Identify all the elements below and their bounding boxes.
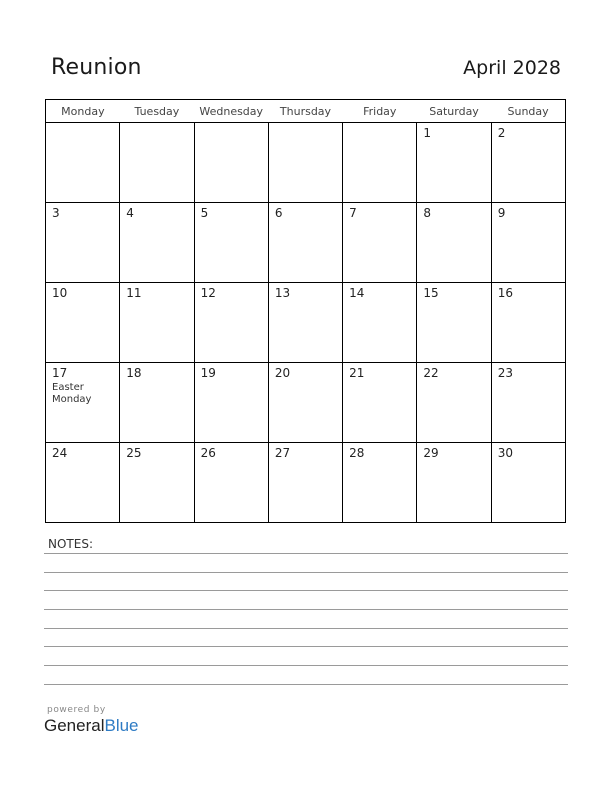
day-number: 25 bbox=[126, 446, 142, 460]
day-number: 10 bbox=[52, 286, 68, 300]
day-number: 20 bbox=[274, 366, 291, 380]
day-cell bbox=[491, 123, 565, 203]
day-cell bbox=[417, 443, 491, 523]
notes-line bbox=[44, 572, 568, 573]
brand-blue-text: Blue bbox=[104, 716, 139, 735]
holiday-label: Easter Monday bbox=[52, 382, 92, 405]
day-cell bbox=[417, 123, 491, 203]
day-number: 9 bbox=[497, 206, 506, 220]
day-cell bbox=[46, 443, 120, 523]
day-cell bbox=[120, 363, 194, 443]
powered-by-text: powered by bbox=[47, 705, 106, 715]
day-cell bbox=[491, 443, 565, 523]
day-number: 8 bbox=[423, 206, 432, 220]
day-cell bbox=[120, 203, 194, 283]
day-cell bbox=[268, 123, 342, 203]
notes-label: NOTES: bbox=[48, 537, 93, 551]
day-cell bbox=[343, 363, 417, 443]
day-cell bbox=[268, 443, 342, 523]
day-number: 4 bbox=[126, 206, 134, 220]
week-row-2 bbox=[46, 203, 566, 283]
day-cell bbox=[491, 203, 565, 283]
day-number: 2 bbox=[497, 126, 506, 140]
day-cell bbox=[417, 203, 491, 283]
day-number: 17 bbox=[52, 366, 68, 380]
notes-line bbox=[44, 684, 568, 685]
day-number: 28 bbox=[349, 446, 365, 460]
day-cell bbox=[46, 123, 120, 203]
notes-line bbox=[44, 590, 568, 591]
day-number: 13 bbox=[274, 286, 291, 300]
day-cell bbox=[491, 283, 565, 363]
notes-line bbox=[44, 609, 568, 610]
day-number: 5 bbox=[200, 206, 209, 220]
day-cell bbox=[46, 203, 120, 283]
day-cell bbox=[194, 363, 268, 443]
week-row-4 bbox=[46, 363, 566, 443]
weekday-monday: Monday bbox=[46, 100, 120, 123]
day-number: 11 bbox=[126, 286, 142, 300]
day-number: 24 bbox=[52, 446, 68, 460]
month-title: April 2028 bbox=[463, 57, 561, 79]
notes-line bbox=[44, 553, 568, 554]
weekday-thursday: Thursday bbox=[268, 100, 342, 123]
day-cell bbox=[120, 443, 194, 523]
day-cell bbox=[343, 123, 417, 203]
brand-logo bbox=[44, 716, 139, 736]
day-number: 23 bbox=[497, 366, 513, 380]
day-cell bbox=[491, 363, 565, 443]
day-cell bbox=[194, 203, 268, 283]
day-cell bbox=[120, 283, 194, 363]
day-number: 18 bbox=[126, 366, 142, 380]
day-cell bbox=[120, 123, 194, 203]
week-row-1 bbox=[46, 123, 566, 203]
weekday-sunday: Sunday bbox=[491, 100, 565, 123]
day-cell bbox=[194, 443, 268, 523]
weekday-friday: Friday bbox=[343, 100, 417, 123]
day-number: 6 bbox=[274, 206, 283, 220]
day-number: 27 bbox=[274, 446, 291, 460]
weekday-header-row bbox=[46, 100, 566, 123]
day-cell bbox=[343, 203, 417, 283]
weekday-saturday: Saturday bbox=[417, 100, 491, 123]
day-cell bbox=[417, 363, 491, 443]
day-cell bbox=[46, 283, 120, 363]
day-cell bbox=[343, 283, 417, 363]
day-cell bbox=[268, 363, 342, 443]
day-cell bbox=[194, 123, 268, 203]
day-number: 19 bbox=[200, 366, 216, 380]
weekday-tuesday: Tuesday bbox=[120, 100, 194, 123]
day-number: 16 bbox=[497, 286, 513, 300]
day-number: 22 bbox=[423, 366, 439, 380]
day-number: 29 bbox=[423, 446, 439, 460]
calendar-grid bbox=[45, 99, 566, 523]
day-number: 7 bbox=[349, 206, 357, 220]
day-cell bbox=[417, 283, 491, 363]
day-number: 14 bbox=[349, 286, 365, 300]
day-cell bbox=[194, 283, 268, 363]
day-cell bbox=[46, 363, 120, 443]
day-number: 21 bbox=[349, 366, 365, 380]
day-cell bbox=[343, 443, 417, 523]
notes-line bbox=[44, 646, 568, 647]
region-title: Reunion bbox=[51, 55, 142, 80]
week-row-3 bbox=[46, 283, 566, 363]
week-row-5 bbox=[46, 443, 566, 523]
day-cell bbox=[268, 203, 342, 283]
day-number: 12 bbox=[200, 286, 216, 300]
notes-line bbox=[44, 628, 568, 629]
day-cell bbox=[268, 283, 342, 363]
day-number: 1 bbox=[423, 126, 432, 140]
day-number: 3 bbox=[52, 206, 60, 220]
day-number: 30 bbox=[497, 446, 513, 460]
weekday-wednesday: Wednesday bbox=[194, 100, 268, 123]
brand-general-text: General bbox=[44, 716, 105, 735]
day-number: 15 bbox=[423, 286, 439, 300]
notes-line bbox=[44, 665, 568, 666]
day-number: 26 bbox=[200, 446, 216, 460]
